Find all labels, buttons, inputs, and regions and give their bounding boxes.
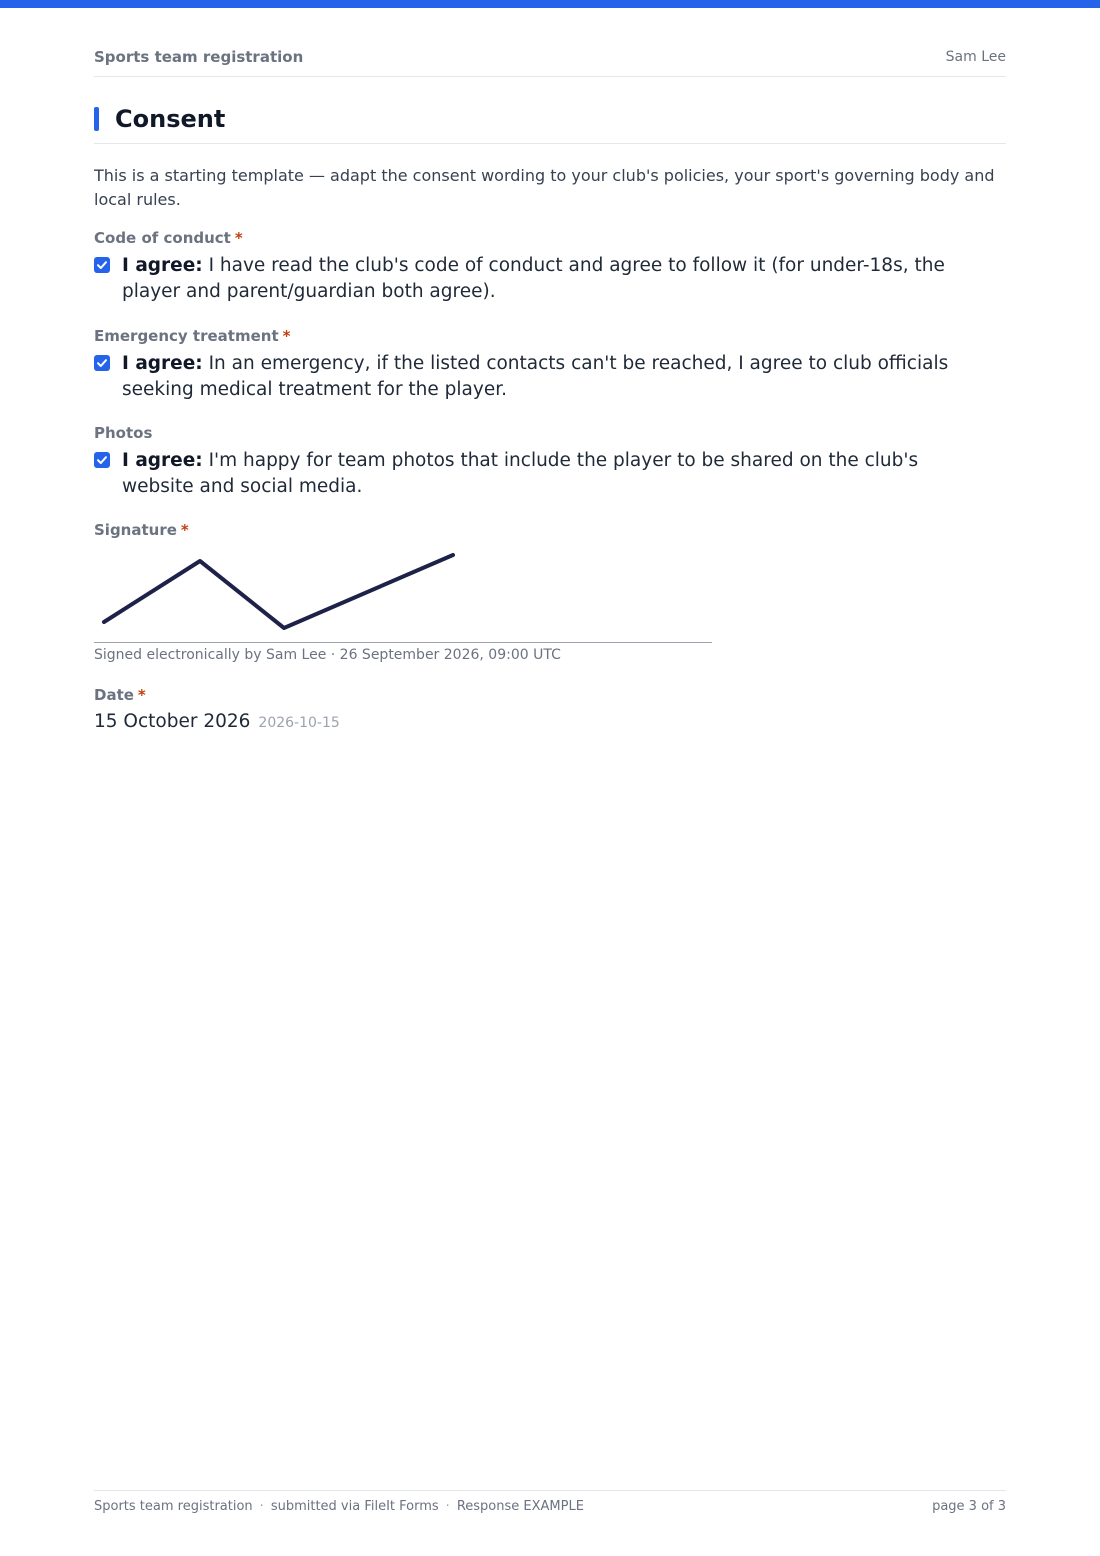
consent-statement: I'm happy for team photos that include the player to be shared on the club's website and social media.: [122, 450, 919, 497]
date-value: [94, 711, 340, 732]
footer-separator: ·: [259, 1499, 264, 1514]
section-heading: [94, 104, 1006, 144]
footer-info: [94, 1499, 584, 1514]
code-of-conduct-consent: [94, 253, 1006, 305]
footer-response: Response EXAMPLE: [456, 1499, 584, 1514]
checkmark-icon: [96, 357, 108, 369]
agree-label: I agree:: [122, 353, 203, 374]
consent-statement: In an emergency, if the listed contacts can't be reached, I agree to club officials seeking medical treatment for the player.: [122, 353, 949, 400]
date-iso: 2026-10-15: [258, 715, 340, 731]
field-label-text: Signature: [94, 521, 177, 539]
code-of-conduct-label: [94, 229, 243, 247]
agree-label: I agree:: [122, 255, 203, 276]
signature-label: [94, 521, 189, 539]
code-of-conduct-text: [122, 253, 982, 305]
footer-form-name: Sports team registration: [94, 1499, 253, 1514]
required-marker: *: [180, 521, 189, 539]
emergency-treatment-text: [122, 351, 982, 403]
consent-statement: I have read the club's code of conduct and agree to follow it (for under-18s, the player and parent/guardian both agree).: [122, 255, 945, 302]
section-title: Consent: [115, 105, 226, 133]
required-marker: *: [137, 686, 146, 704]
required-marker: *: [282, 327, 291, 345]
field-label-text: Emergency treatment: [94, 327, 279, 345]
signature-caption: Signed electronically by Sam Lee · 26 September 2026, 09:00 UTC: [94, 647, 561, 663]
emergency-treatment-label: [94, 327, 290, 345]
checkmark-icon: [96, 259, 108, 271]
photos-label: [94, 424, 152, 442]
field-label-text: Date: [94, 686, 134, 704]
section-accent-bar: [94, 107, 99, 131]
footer-submitted-via: submitted via FileIt Forms: [270, 1499, 439, 1514]
page-footer: [94, 1490, 1006, 1521]
photos-consent: [94, 448, 1006, 500]
footer-separator: ·: [445, 1499, 450, 1514]
photos-text: [122, 448, 982, 500]
page-number: page 3 of 3: [932, 1499, 1006, 1514]
checkmark-icon: [96, 454, 108, 466]
agree-label: I agree:: [122, 450, 203, 471]
field-label-text: Photos: [94, 424, 153, 442]
form-title: Sports team registration: [94, 48, 304, 66]
signature-pad: [94, 546, 712, 643]
emergency-treatment-consent: [94, 351, 1006, 403]
code-of-conduct-checkbox[interactable]: [94, 257, 110, 273]
emergency-treatment-checkbox[interactable]: [94, 355, 110, 371]
top-accent-bar: [0, 0, 1100, 8]
date-display: 15 October 2026: [94, 711, 251, 732]
field-label-text: Code of conduct: [94, 229, 231, 247]
signature-drawing: [94, 546, 712, 642]
required-marker: *: [234, 229, 243, 247]
date-label: [94, 686, 146, 704]
user-name: Sam Lee: [945, 49, 1006, 65]
photos-checkbox[interactable]: [94, 452, 110, 468]
section-intro: This is a starting template — adapt the consent wording to your club's policies, your sport's governing body and local rules.: [94, 166, 995, 209]
page-header: [94, 48, 1006, 77]
